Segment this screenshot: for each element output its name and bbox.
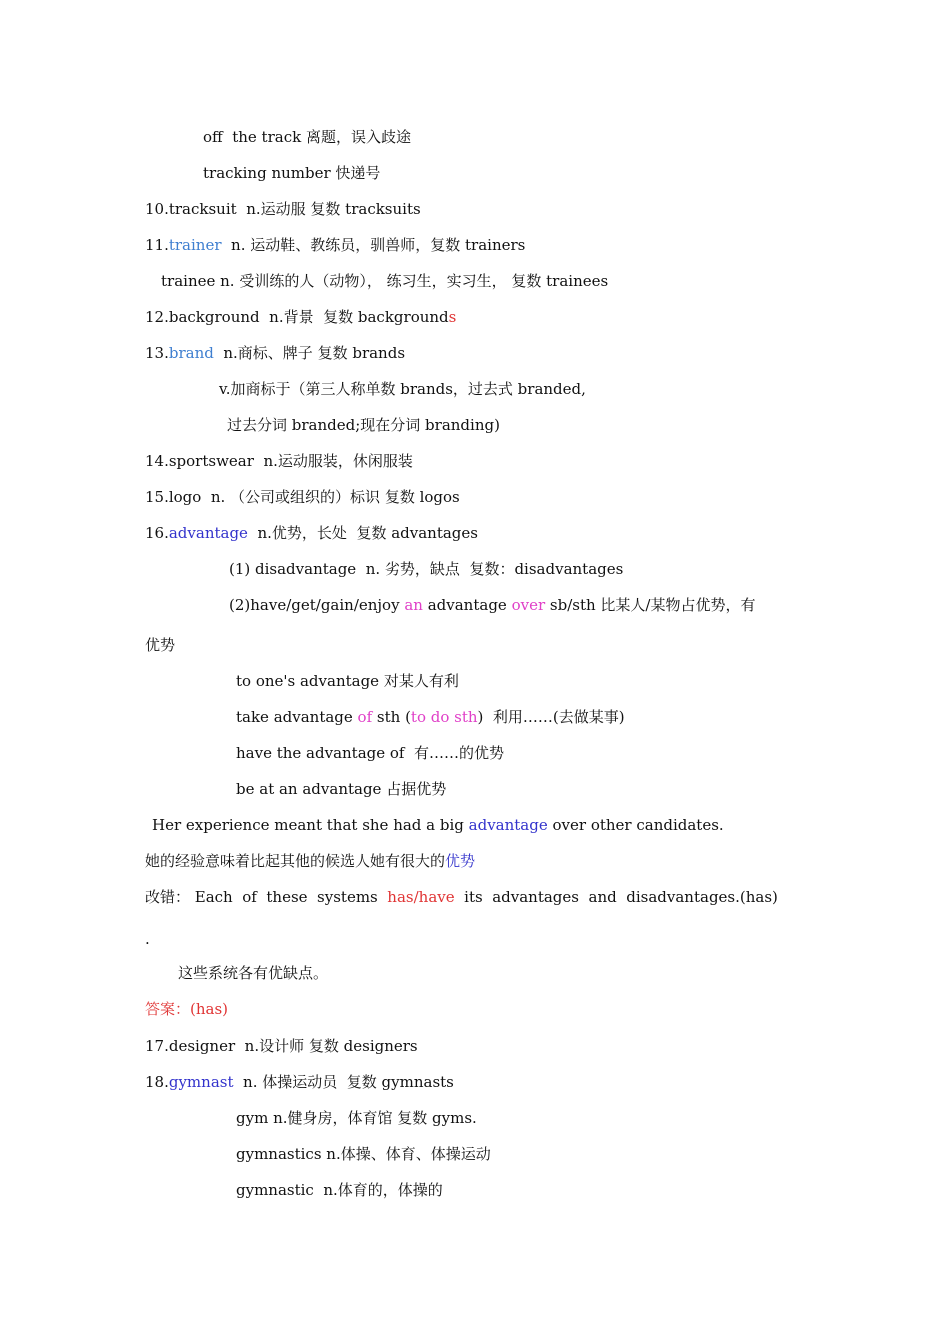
entry-number: 18. bbox=[145, 1073, 169, 1091]
entry-logo: 15.logo n. （公司或组织的）标识 复数 logos bbox=[145, 488, 460, 506]
entry-disadvantage: (1) disadvantage n. 劣势，缺点 复数：disadvantages bbox=[229, 560, 624, 578]
entry-gym: gym n.健身房，体育馆 复数 gyms. bbox=[236, 1109, 477, 1127]
phrase-text: sb/sth 比某人/某物占优势，有 bbox=[545, 596, 756, 614]
phrase-take-advantage-of bbox=[236, 707, 625, 727]
highlighted-word: of bbox=[357, 708, 373, 726]
highlighted-word: to do sth bbox=[410, 708, 478, 726]
entry-definition: 12.background n.背景 复数 background bbox=[145, 308, 449, 326]
entry-sportswear: 14.sportswear n.运动服装，休闲服装 bbox=[145, 452, 413, 470]
entry-background bbox=[145, 307, 456, 327]
entry-tracksuit: 10.tracksuit n.运动服 复数 tracksuits bbox=[145, 200, 421, 218]
highlighted-word: over bbox=[511, 596, 546, 614]
entry-definition: n.优势，长处 复数 advantages bbox=[247, 524, 478, 542]
entry-number: 16. bbox=[145, 524, 169, 542]
phrase-text: (2)have/get/gain/enjoy bbox=[229, 596, 405, 614]
phrase-be-at-an-advantage: be at an advantage 占据优势 bbox=[236, 780, 447, 798]
entry-brand bbox=[145, 343, 405, 363]
entry-brand-verb: v.加商标于（第三人称单数 brands，过去式 branded, bbox=[219, 380, 586, 398]
answer: 答案：(has) bbox=[145, 1000, 229, 1018]
entry-number: 11. bbox=[145, 236, 169, 254]
highlighted-word: 优势 bbox=[445, 852, 476, 870]
entry-off-the-track: off the track 离题，误入歧途 bbox=[203, 128, 411, 146]
highlighted-word: brand bbox=[168, 344, 214, 362]
correction-translation: 这些系统各有优缺点。 bbox=[178, 964, 329, 982]
example-translation bbox=[145, 851, 475, 871]
translation-text: 她的经验意味着比起其他的候选人她有很大的 bbox=[145, 852, 446, 870]
entry-definition: n.商标、牌子 复数 brands bbox=[213, 344, 406, 362]
phrase-text: sth ( bbox=[372, 708, 411, 726]
entry-trainer bbox=[145, 235, 525, 255]
phrase-have-the-advantage-of: have the advantage of 有……的优势 bbox=[236, 744, 505, 762]
entry-gymnast bbox=[145, 1072, 454, 1092]
entry-number: 13. bbox=[145, 344, 169, 362]
highlighted-word: has/have bbox=[387, 888, 455, 906]
highlighted-word: an bbox=[404, 596, 423, 614]
error-correction bbox=[145, 887, 778, 907]
phrase-text: advantage bbox=[422, 596, 512, 614]
phrase-advantage-over bbox=[229, 595, 755, 615]
example-sentence bbox=[152, 815, 724, 835]
highlighted-suffix: s bbox=[448, 308, 457, 326]
entry-trainee: trainee n. 受训练的人（动物）， 练习生，实习生， 复数 trainees bbox=[161, 272, 609, 290]
entry-advantage bbox=[145, 523, 478, 543]
phrase-text: take advantage bbox=[236, 708, 358, 726]
entry-definition: n. 运动鞋、教练员，驯兽师，复数 trainers bbox=[221, 236, 526, 254]
entry-designer: 17.designer n.设计师 复数 designers bbox=[145, 1037, 418, 1055]
correction-text: its advantages and disadvantages.(has) bbox=[454, 888, 778, 906]
phrase-continuation: 优势 bbox=[145, 636, 176, 654]
error-correction-period: . bbox=[145, 930, 150, 948]
entry-brand-verb-forms: 过去分词 branded;现在分词 branding) bbox=[227, 416, 500, 434]
correction-text: 改错： Each of these systems bbox=[145, 888, 388, 906]
highlighted-word: gymnast bbox=[168, 1073, 234, 1091]
entry-gymnastic: gymnastic n.体育的，体操的 bbox=[236, 1181, 443, 1199]
highlighted-word: advantage bbox=[168, 524, 248, 542]
entry-gymnastics: gymnastics n.体操、体育、体操运动 bbox=[236, 1145, 491, 1163]
highlighted-word: trainer bbox=[168, 236, 222, 254]
phrase-text: ) 利用……(去做某事) bbox=[477, 708, 625, 726]
sentence-text: Her experience meant that she had a big bbox=[152, 816, 469, 834]
phrase-to-ones-advantage: to one's advantage 对某人有利 bbox=[236, 672, 459, 690]
entry-definition: n. 体操运动员 复数 gymnasts bbox=[233, 1073, 454, 1091]
sentence-text: over other candidates. bbox=[547, 816, 724, 834]
entry-tracking-number: tracking number 快递号 bbox=[203, 164, 381, 182]
highlighted-word: advantage bbox=[468, 816, 548, 834]
